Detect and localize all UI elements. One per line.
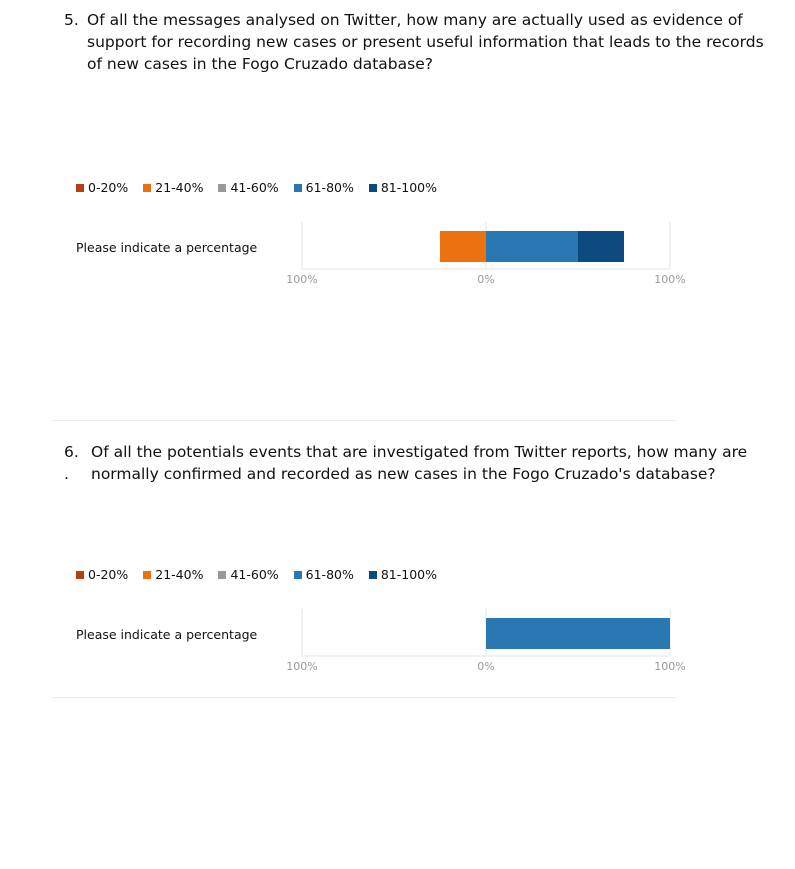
legend-label: 61-80% bbox=[305, 567, 354, 582]
legend-label: 0-20% bbox=[88, 567, 129, 582]
question-number: 6. . bbox=[64, 443, 79, 483]
x-tick-label: 0% bbox=[477, 273, 495, 286]
x-tick-label: 0% bbox=[477, 660, 495, 673]
legend-label: 0-20% bbox=[88, 180, 129, 195]
x-tick-label: 100% bbox=[654, 273, 686, 286]
section-divider bbox=[52, 697, 676, 698]
chart-row-label: Please indicate a percentage bbox=[76, 240, 258, 255]
legend-label: 41-60% bbox=[230, 180, 279, 195]
question-number: 5. bbox=[64, 11, 79, 29]
question-text: Of all the potentials events that are investigated from Twitter reports, how many are normally confirmed and recorded as new cases in the Fogo Cruzado's database? bbox=[91, 443, 748, 483]
legend-label: 41-60% bbox=[230, 567, 279, 582]
legend-label: 81-100% bbox=[380, 567, 438, 582]
legend-label: 61-80% bbox=[305, 180, 354, 195]
bar-segment-61-80% bbox=[486, 618, 670, 649]
x-tick-label: 100% bbox=[286, 273, 318, 286]
legend-label: 21-40% bbox=[155, 180, 204, 195]
legend-label: 81-100% bbox=[380, 180, 438, 195]
chart-row-label: Please indicate a percentage bbox=[76, 627, 258, 642]
legend-label: 21-40% bbox=[155, 567, 204, 582]
x-tick-label: 100% bbox=[654, 660, 686, 673]
question-text: Of all the messages analysed on Twitter, how many are actually used as evidence of support for recording new cases or present useful information that leads to the records of new cases in the Fogo Cruzado database? bbox=[87, 11, 764, 73]
x-tick-label: 100% bbox=[286, 660, 318, 673]
